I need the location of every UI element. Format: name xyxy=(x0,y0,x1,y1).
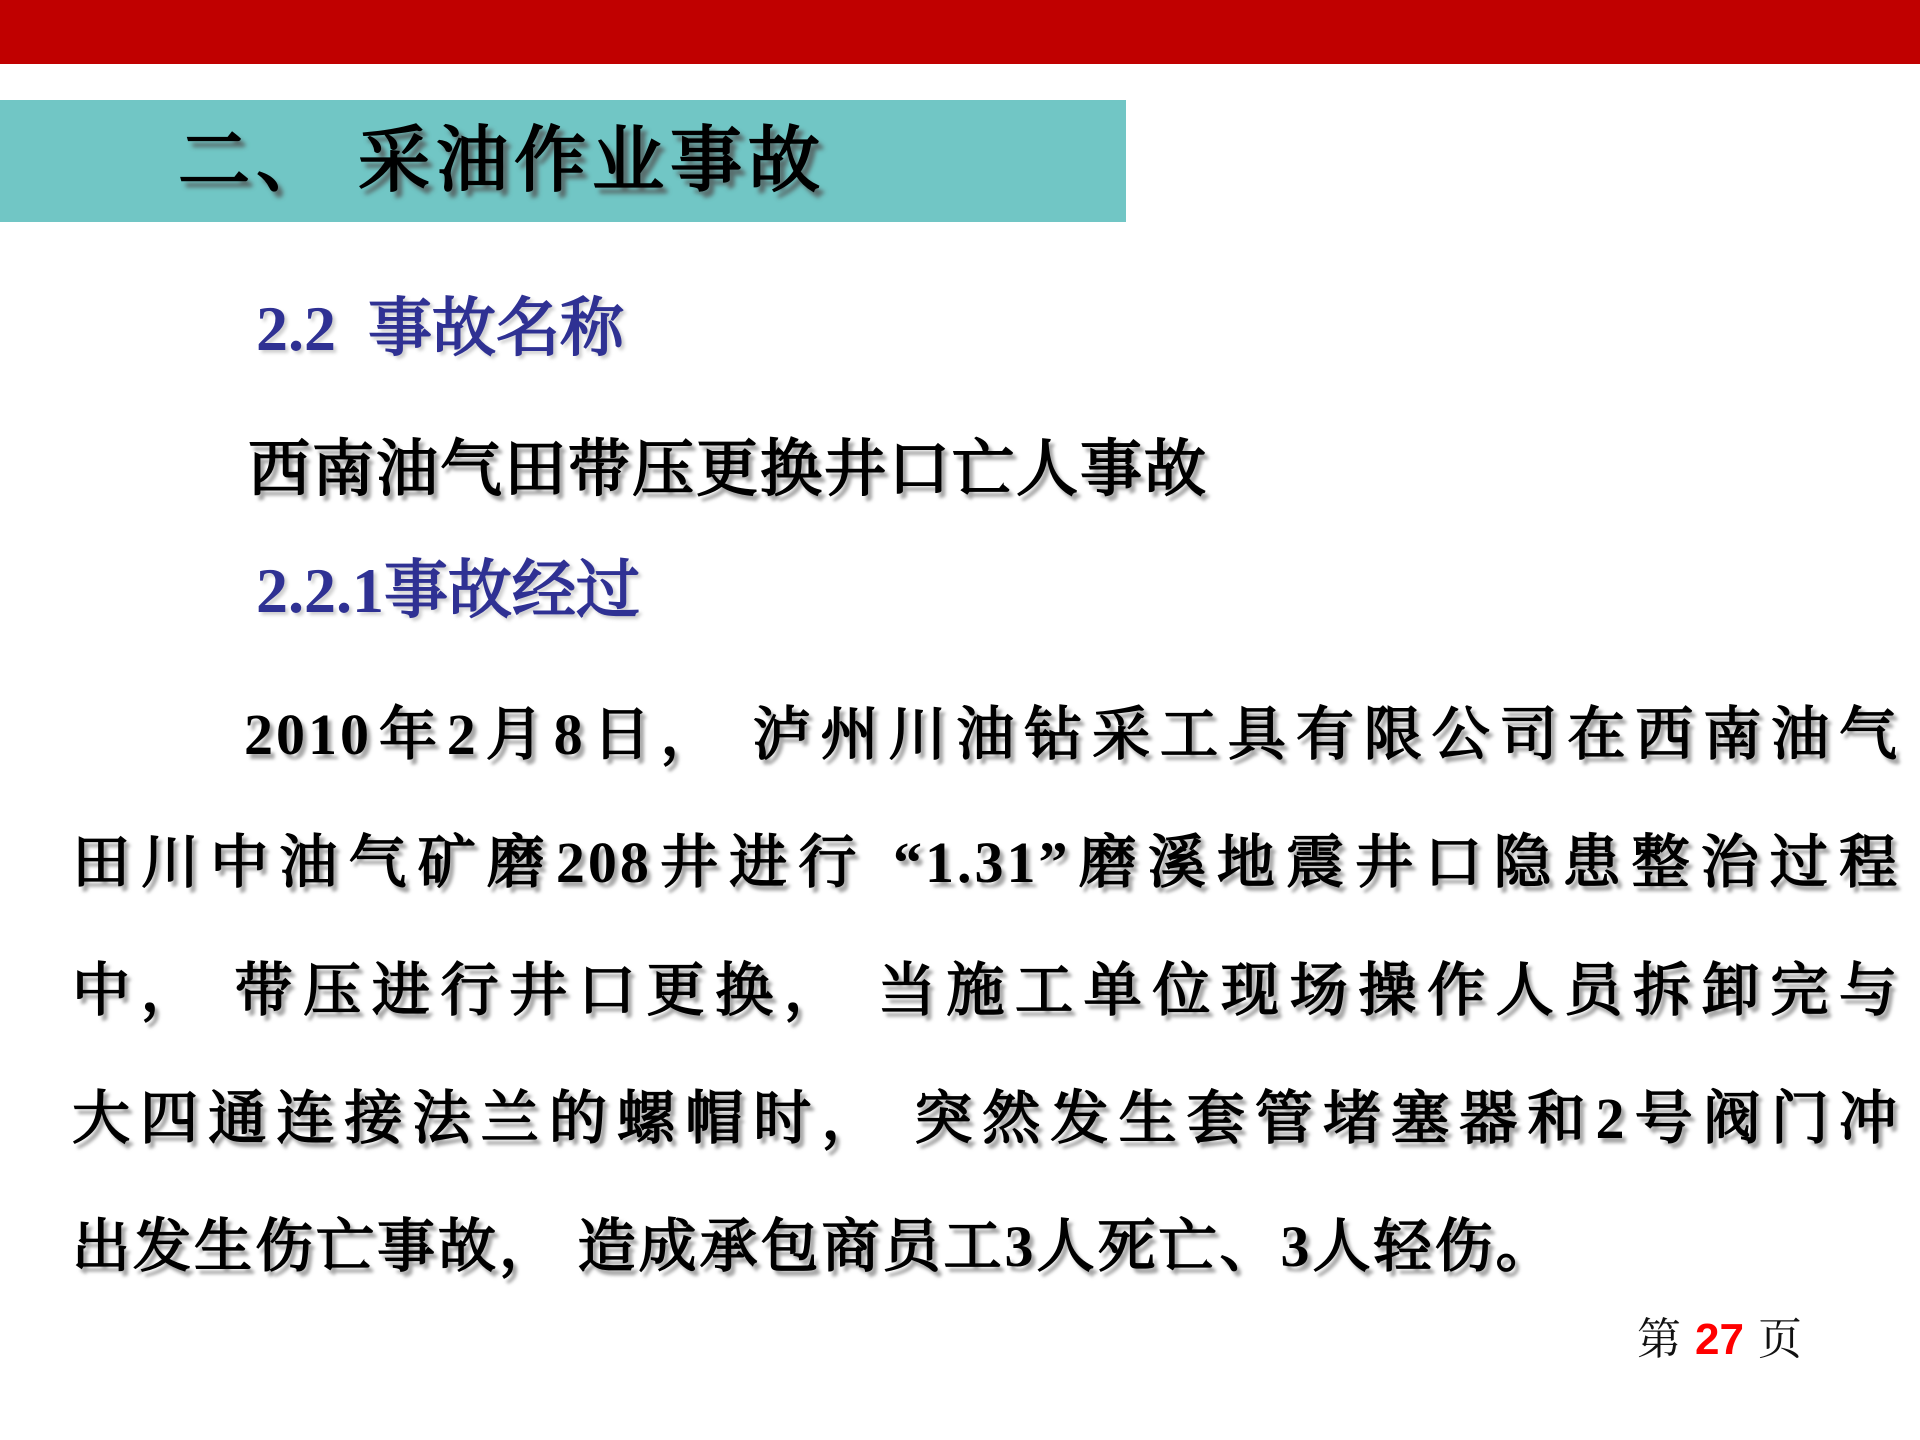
top-red-bar xyxy=(0,0,1920,64)
accident-description-paragraph xyxy=(72,671,1900,1311)
page-footer-suffix: 页 xyxy=(1758,1315,1802,1364)
section-title: 二、 采油作业事故 xyxy=(178,121,827,201)
page-footer-prefix: 第 xyxy=(1637,1315,1682,1364)
paragraph-line: 大四通连接法兰的螺帽时， 突然发生套管堵塞器和2号阀门冲 xyxy=(72,1086,1900,1151)
section-title-banner xyxy=(0,100,1126,222)
heading-accident-name: 2.2 事故名称 xyxy=(256,293,624,364)
heading-accident-course: 2.2.1事故经过 xyxy=(256,555,640,626)
paragraph-line: 2010年2月8日， 泸州川油钻采工具有限公司在西南油气 xyxy=(244,702,1900,767)
paragraph-line: 出发生伤亡事故， 造成承包商员工3人死亡、3人轻伤。 xyxy=(72,1214,1557,1279)
paragraph-line: 田川中油气矿磨208井进行 “1.31”磨溪地震井口隐患整治过程 xyxy=(72,830,1900,895)
page-footer xyxy=(1637,1316,1802,1364)
page-number: 27 xyxy=(1695,1315,1744,1364)
paragraph-line: 中， 带压进行井口更换， 当施工单位现场操作人员拆卸完与 xyxy=(72,958,1900,1023)
accident-name-text: 西南油气田带压更换井口亡人事故 xyxy=(248,436,1209,504)
